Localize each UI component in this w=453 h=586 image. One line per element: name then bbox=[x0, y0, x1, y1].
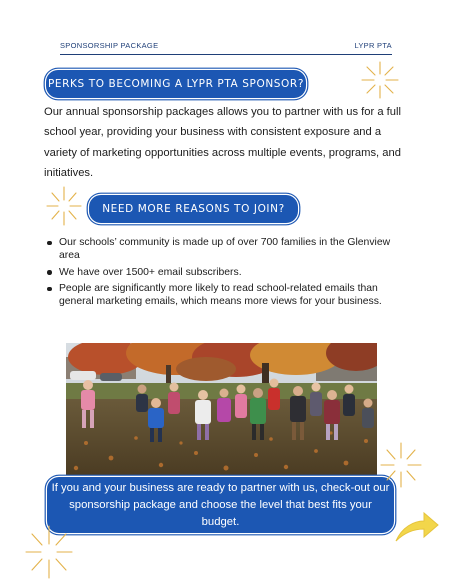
students-photo-illustration bbox=[66, 343, 377, 478]
sparkle-icon bbox=[378, 440, 424, 490]
list-item: We have over 1500+ email subscribers. bbox=[46, 266, 406, 279]
list-item: People are significantly more likely to read school-related emails than general marketing emails, which means more views for your business. bbox=[46, 282, 406, 308]
sparkle-icon bbox=[358, 58, 402, 102]
header-org-name: LYPR PTA bbox=[354, 41, 392, 50]
section-heading-reasons: NEED MORE REASONS TO JOIN? bbox=[89, 195, 298, 223]
call-to-action-box bbox=[47, 477, 394, 533]
sparkle-icon bbox=[44, 184, 84, 228]
reasons-list bbox=[46, 236, 406, 312]
section-heading-perks: PERKS TO BECOMING A LYPR PTA SPONSOR? bbox=[46, 70, 306, 98]
perks-paragraph: Our annual sponsorship packages allows you to partner with us for a full school year, providing your business with consistent exposure and a variety of marketing opportunities across multiple events, programs, and initiatives. bbox=[44, 106, 401, 179]
students-photo bbox=[66, 343, 377, 478]
arrow-icon bbox=[392, 505, 442, 547]
list-item: Our schools’ community is made up of over 700 families in the Glenview area bbox=[46, 236, 406, 262]
call-to-action-text: If you and your business are ready to partner with us, check-out our sponsorship package and choose the level that best fits your budget. bbox=[51, 481, 390, 528]
page-header bbox=[60, 40, 392, 55]
header-document-title: SPONSORSHIP PACKAGE bbox=[60, 41, 159, 50]
sparkle-icon bbox=[22, 522, 76, 582]
